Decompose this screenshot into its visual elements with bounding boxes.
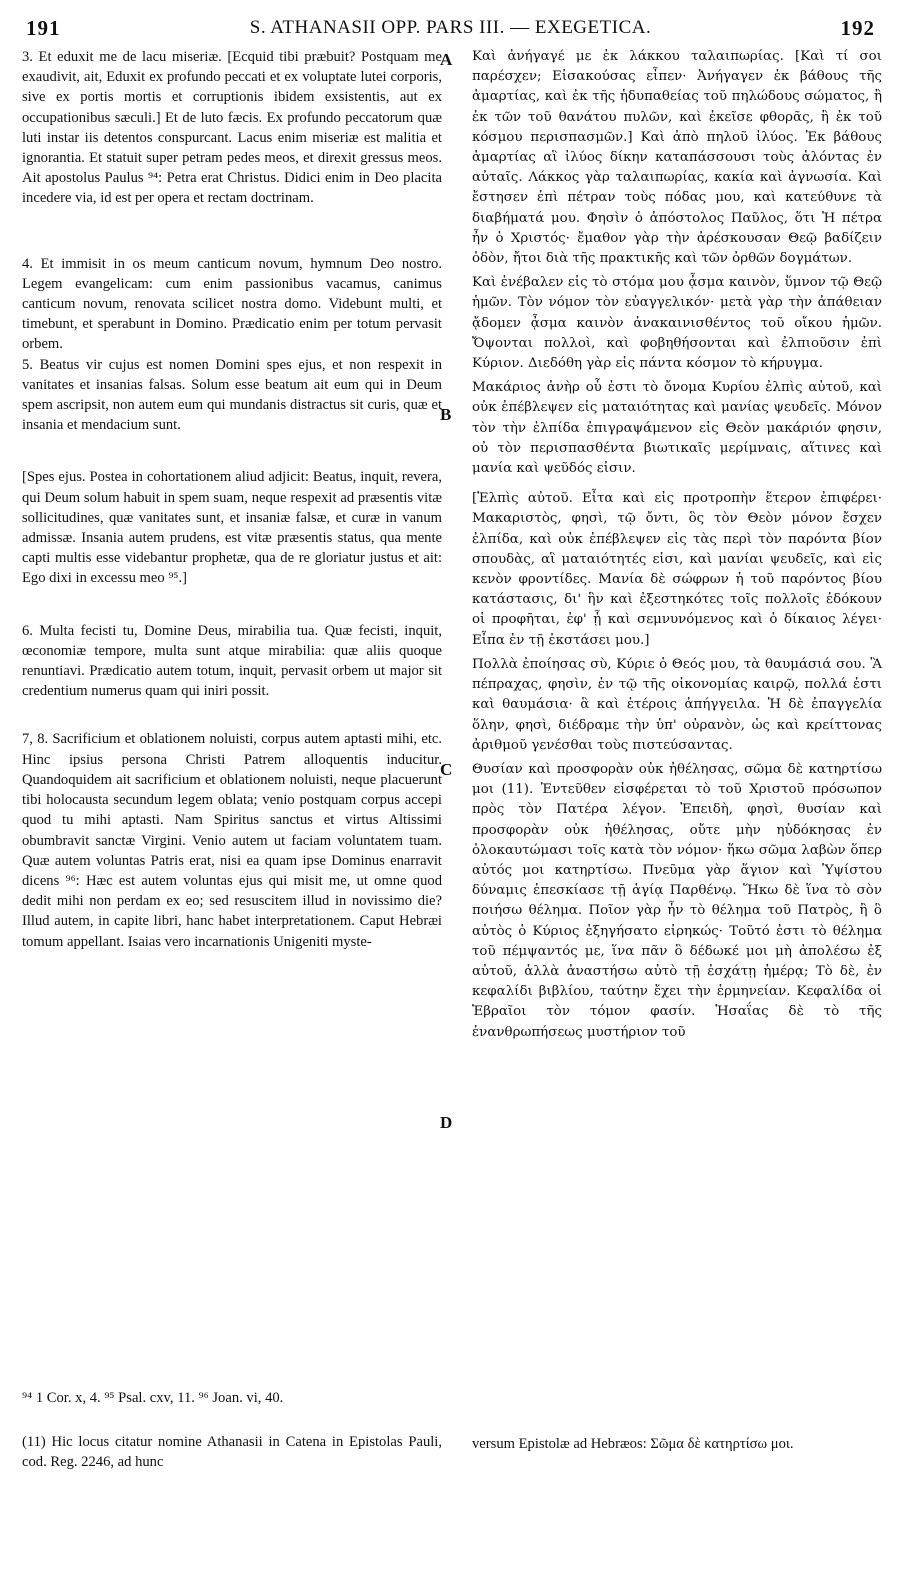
page-number-right: 192 <box>840 16 875 40</box>
margin-marker-a: A <box>440 50 453 69</box>
latin-paragraph: [Spes ejus. Postea in cohortationem aliud adjicit: Beatus, inquit, revera, qui Deum solum habuit in spem suam, neque respexit ad præsentis vitæ sollicitudines, quæ vanitates sunt, et insaniæ falsæ, et curæ in vanum admissæ. Insania autem prudens, est vitæ præsentis status, qua mente capti multis esse videbantur prophetæ, qua de re gloriatur justus et ait: Ego dixi in excessu meo ⁹⁵.] <box>22 469 442 587</box>
running-header <box>26 16 875 42</box>
running-title: S. ATHANASII OPP. PARS III. — EXEGETICA. <box>249 17 652 38</box>
greek-paragraph: Μακάριος ἀνὴρ οὗ ἐστι τὸ ὄνομα Κυρίου ἐλπὶς αὐτοῦ, καὶ οὐκ ἐπέβλεψεν εἰς ματαιότητας καὶ μανίας ψευδεῖς. Μόνον τὸν τὴν ἐλπίδα ἐπιγραψάμενον εἰς Θεὸν μακάριόν φησιν, οὐ τὸν περισπασθέντα βιωτικαῖς μερίμναις, αἵτινες καὶ μανία καὶ ψεῦδός εἰσιν. <box>472 380 882 477</box>
latin-paragraph: 7, 8. Sacrificium et oblationem noluisti, corpus autem aptasti mihi, etc. Hinc ipsius persona Christi Patrem alloquentis inducitur. Quandoquidem ait sacrificium et oblationem noluisti, neque placuerunt tibi holocausta secundum legem oblata; venio postquam corpus accepi quod tu mihi aptasti. Nam Spiritus sanctus et virtus Altissimi obumbravit sanctæ Virgini. Venio autem ut faciam voluntatem tuam. Quæ autem voluntas Patris erat, nisi ea quam ipse Dominus enarravit dicens ⁹⁶: Hæc est autem voluntas ejus qui misit me, ut omne quod dedit mihi non perdam ex eo; sed resuscitem illud in novissimo die? Illud autem, in capite libri, hanc habet interpretationem. Caput Hebræi tomum appellant. Isaias vero incarnationis Unigeniti myste- <box>22 731 442 950</box>
latin-paragraph: 4. Et immisit in os meum canticum novum, hymnum Deo nostro. Legem evangelicam: cum enim passionibus vacamus, canimus canticum novum, renovata scilicet nostra domo. Videbunt multi, et timebunt, et sperabunt in Domino. Prædicatio enim per totum pervasit orbem. <box>22 255 442 353</box>
margin-marker-b: B <box>440 405 452 424</box>
latin-paragraph: 5. Beatus vir cujus est nomen Domini spes ejus, et non respexit in vanitates et insanias falsas. Solum esse beatum ait eum qui in Deum spem ascripsit, non autem eum qui mundanis distractus sit curis, quæ et insania et mendacium sunt. <box>22 356 442 434</box>
margin-marker-d: D <box>440 1113 453 1132</box>
greek-paragraph: [Ἐλπὶς αὐτοῦ. Εἶτα καὶ εἰς προτροπὴν ἕτερον ἐπιφέρει· Μακαριστὸς, φησὶ, τῷ ὄντι, ὃς τὸν Θεὸν μόνον ἔσχεν ἐλπίδα, καὶ οὐκ ἐπέβλεψεν εἰς τὰς περὶ τὸν παρόντα βίον σπουδὰς, αἳ ματαιότητές εἰσι, καὶ μανίαι ψευδεῖς, καὶ εἰς κενὸν φροντίδες. Μανία δὲ σώφρων ἡ τοῦ παρόντος βίου κατάστασις, δι' ἣν καὶ ἐξεστηκότες τοῖς πολλοῖς ἐδόκουν οἱ προφῆται, ἐφ' ᾗ καὶ σεμνυνόμενος καὶ ὁ δίκαιος λέγει· Εἶπα ἐν τῇ ἐκστάσει μου.] <box>472 491 882 648</box>
latin-column <box>22 47 442 952</box>
margin-marker-c: C <box>440 760 453 779</box>
footnote-references: ⁹⁴ 1 Cor. x, 4. ⁹⁵ Psal. cxv, 11. ⁹⁶ Joan. vi, 40. <box>22 1390 284 1406</box>
editor-note-right: versum Epistolæ ad Hebræos: Σῶμα δὲ κατηρτίσω μοι. <box>472 1436 794 1452</box>
greek-paragraph: Θυσίαν καὶ προσφορὰν οὐκ ἠθέλησας, σῶμα δὲ κατηρτίσω μοι (11). Ἐντεῦθεν εἰσφέρεται τὸ τοῦ Χριστοῦ πρόσωπον πρὸς τὸν Πατέρα λέγον. Ἐπειδὴ, φησὶ, θυσίαν καὶ προσφορὰν οὐκ ἠθέλησας, οὔτε μὴν ηὐδόκησας ἐν ὁλοκαυτώμασι τοῖς κατὰ τὸν νόμον· ἥκω σῶμα λαβὼν ὅπερ αὐτός μοι κατηρτίσω. Πνεῦμα γὰρ ἅγιον καὶ Ὑψίστου δύναμις ἐπεσκίασε τῇ ἁγίᾳ Παρθένῳ. Ἥκω δὲ ἵνα τὸ σὸν ποιήσω θέλημα. Ποῖον γὰρ ἦν τὸ θέλημα τοῦ Πατρὸς, ἢ ὃ αὐτὸς ὁ Κύριος ἐξηγήσατο εἰρηκώς· Τοῦτό ἐστι τὸ θέλημα τοῦ πέμψαντός με, ἵνα πᾶν ὃ δέδωκέ μοι μὴ ἀπολέσω ἐξ αὐτοῦ, ἀλλὰ ἀναστήσω αὐτὸ τῇ ἐσχάτῃ ἡμέρᾳ; Τὸ δὲ, ἐν κεφαλίδι βιβλίου, ταύτην ἔχει τὴν ἑρμηνείαν. Κεφαλίδα οἱ Ἑβραῖοι τὸν τόμον φασίν. Ἡσαΐας δὲ τὸ τῆς ἐνανθρωπήσεως μυστήριον τοῦ <box>472 761 882 1040</box>
greek-paragraph: Καὶ ἀνήγαγέ με ἐκ λάκκου ταλαιπωρίας. [Καὶ τί σοι παρέσχεν; Εἰσακούσας εἶπεν· Ἀνήγαγεν ἐκ βάθους τῆς ἁμαρτίας, καὶ ἐκ τῆς ἡδυπαθείας τοῦ πηλώδους σώματος, ἢ ἐκ τῶν τοῦ θανάτου πυλῶν, καὶ ἐκεῖσε φθορᾶς, ἢ ἐκ τοῦ κόσμου περισπασμῶν.] Καὶ ἀπὸ πηλοῦ ἰλύος. Ἐκ βάθους ἁμαρτίας αἳ ἰλύος δίκην καταπάσσουσι τοὺς ἁλόντας ἐν αὐταῖς. Λάκκος γὰρ ταλαιπωρίας, κακία καὶ ἀγνωσία. Καὶ ἔστησεν ἐπὶ πέτραν τοὺς πόδας μου, καὶ κατεύθυνε τὰ διαβήματά μου. Φησὶν ὁ ἀπόστολος Παῦλος, ὅτι Ἡ πέτρα ἦν ὁ Χριστός· ἔμαθον γὰρ τὴν ἀρέσκουσαν Θεῷ βαδίζειν ὁδὸν, ἤτοι διὰ τῆς πρακτικῆς καὶ τῶν ὀρθῶν δογμάτων. <box>472 49 882 267</box>
page-number-left: 191 <box>26 16 61 40</box>
greek-paragraph: Πολλὰ ἐποίησας σὺ, Κύριε ὁ Θεός μου, τὰ θαυμάσιά σου. Ἃ πέπραχας, φησὶν, ἐν τῷ τῆς οἰκονομίας καιρῷ, πολλά ἐστι καὶ θαυμάσια· ἃ καὶ ἑτέροις ἀπήγγειλα. Ἡ δὲ ἐπαγγελία ὅλην, φησὶ, διέδραμε τὴν ὑπ' οὐρανὸν, ὡς καὶ κρείττονας ἀριθμοῦ γενέσθαι τοὺς πιστεύσαντας. <box>472 656 882 753</box>
greek-paragraph: Καὶ ἐνέβαλεν εἰς τὸ στόμα μου ᾆσμα καινὸν, ὕμνον τῷ Θεῷ ἡμῶν. Τὸν νόμον τὸν εὐαγγελικόν· μετὰ γὰρ τὴν ἀπάθειαν ᾄδομεν ᾆσμα καινὸν ἀνακαινισθέντος τοῦ οἴκου ἡμῶν. Ὄψονται πολλοὶ, καὶ φοβηθήσονται καὶ ἐλπιοῦσιν ἐπὶ Κύριον. Διεδόθη γὰρ εἰς πάντα κόσμον τὸ κήρυγμα. <box>472 275 882 372</box>
latin-paragraph: 6. Multa fecisti tu, Domine Deus, mirabilia tua. Quæ fecisti, inquit, œconomiæ tempore, multa sunt atque mirabilia: quæ aliis quoque renuntiavi. Prædicatio autem totum, inquit, pervasit orbem ut major sit credentium numerus quam qui iniri possit. <box>22 622 442 700</box>
editor-note-left: (11) Hic locus citatur nomine Athanasii in Catena in Epistolas Pauli, cod. Reg. 2246, ad hunc <box>22 1434 442 1470</box>
greek-column <box>472 47 882 1043</box>
latin-paragraph: 3. Et eduxit me de lacu miseriæ. [Ecquid tibi præbuit? Postquam me exaudivit, ait, Eduxit ex profundo peccati et ex voluptate lutei corporis, sive ex portis mortis et corruptionis ibidem exsistentis, aut ex occupationibus sæculi.] Et de luto fæcis. Ex profundo peccatorum quæ luti instar iis detentos conspurcant. Lacus enim miseriæ est malitia et ignorantia. Et statuit super petram pedes meos, et direxit gressus meos. Ait apostolus Paulus ⁹⁴: Petra erat Christus. Didici enim in Deo placita incedere via, id est per opera et rectam doctrinam. <box>22 49 442 207</box>
